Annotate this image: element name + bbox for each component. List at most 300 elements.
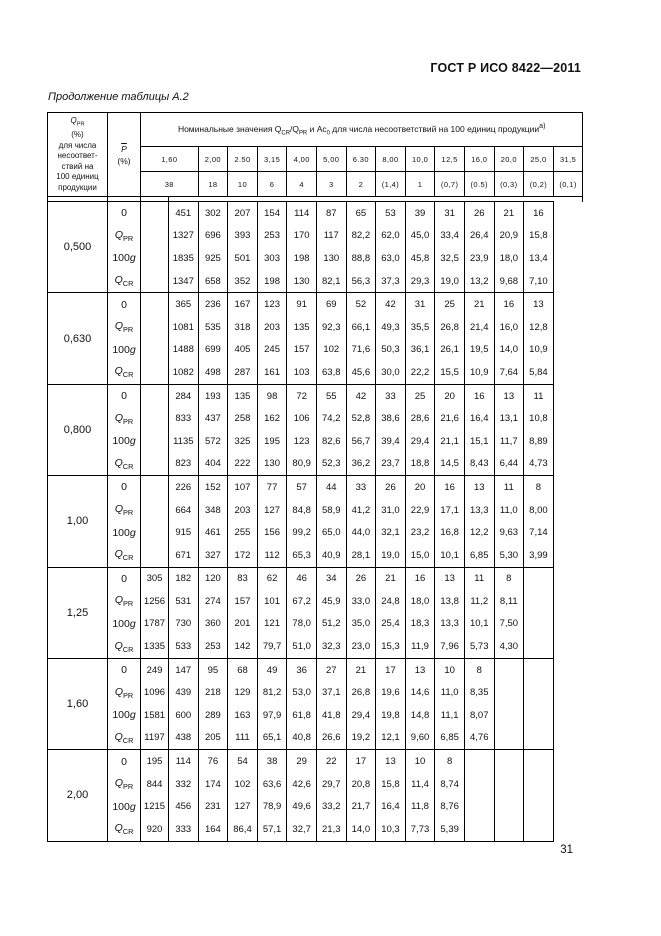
table-cell: 12,2: [464, 521, 494, 544]
table-cell: 9,60: [405, 727, 435, 750]
table-cell: 106: [287, 407, 317, 430]
table-cell: [494, 727, 524, 750]
row-label: 100g: [108, 613, 141, 636]
table-cell: 65,3: [287, 544, 317, 567]
row-label: $Q_{PR}$: [108, 773, 141, 796]
table-row: [48, 339, 583, 362]
table-cell: 11: [524, 384, 554, 407]
table-cell: 81,2: [257, 681, 287, 704]
table-cell: 531: [169, 590, 199, 613]
table-cell: 25,4: [376, 613, 406, 636]
table-cell: 91: [287, 293, 317, 316]
table-cell: 201: [228, 613, 258, 636]
table-cell: 1327: [169, 225, 199, 248]
table-cell: [141, 293, 169, 316]
table-cell: 572: [198, 430, 228, 453]
row-label: $Q_{CR}$: [108, 453, 141, 476]
table-cell: 123: [257, 293, 287, 316]
table-cell: 135: [228, 384, 258, 407]
table-cell: 156: [257, 521, 287, 544]
table-cell: 7,96: [435, 635, 465, 658]
table-cell: 32,7: [287, 818, 317, 841]
table-cell: 8,74: [435, 773, 465, 796]
table-cell: 65: [346, 202, 376, 225]
table-cell: 117: [316, 225, 346, 248]
table-cell: 16,8: [435, 521, 465, 544]
table-cell: 16,4: [464, 407, 494, 430]
table-cell: 46: [287, 567, 317, 590]
table-cell: 327: [198, 544, 228, 567]
row-label: 0: [108, 658, 141, 681]
table-cell: 53: [376, 202, 406, 225]
table-cell: 14,5: [435, 453, 465, 476]
table-cell: 11: [494, 476, 524, 499]
table-row: [48, 202, 583, 225]
table-cell: 6,44: [494, 453, 524, 476]
table-cell: 15,8: [524, 225, 554, 248]
table-cell: 844: [141, 773, 169, 796]
qpr-value: 1,00: [48, 476, 108, 567]
table-cell: [524, 750, 554, 773]
qpr-value: 1,25: [48, 567, 108, 658]
ac-value-cell: (0.5): [464, 172, 494, 197]
table-cell: 130: [316, 247, 346, 270]
table-cell: 8,00: [524, 499, 554, 522]
table-cell: 86,4: [228, 818, 258, 841]
table-row: [48, 635, 583, 658]
table-cell: [141, 476, 169, 499]
table-cell: 127: [257, 499, 287, 522]
table-cell: 29,3: [405, 270, 435, 293]
table-row: [48, 818, 583, 841]
table-cell: 164: [198, 818, 228, 841]
table-cell: 21,7: [346, 795, 376, 818]
table-cell: 9,63: [494, 521, 524, 544]
table-cell: 9,68: [494, 270, 524, 293]
table-cell: 31,0: [376, 499, 406, 522]
row-label: $Q_{PR}$: [108, 499, 141, 522]
table-cell: 439: [169, 681, 199, 704]
table-cell: 13,2: [464, 270, 494, 293]
table-cell: 35,0: [346, 613, 376, 636]
table-row: [48, 750, 583, 773]
table-cell: 915: [169, 521, 199, 544]
table-cell: 920: [141, 818, 169, 841]
row-label: 0: [108, 293, 141, 316]
row-label: 0: [108, 476, 141, 499]
table-cell: [524, 635, 554, 658]
table-cell: 198: [257, 270, 287, 293]
table-cell: 12,1: [376, 727, 406, 750]
table-cell: 41,8: [316, 704, 346, 727]
table-cell: 231: [198, 795, 228, 818]
table-row: [48, 795, 583, 818]
table-cell: 92,3: [316, 316, 346, 339]
table-cell: 13: [524, 293, 554, 316]
table-cell: 66,1: [346, 316, 376, 339]
nominal-value-cell: 2,00: [198, 147, 228, 172]
table-cell: [141, 270, 169, 293]
nominal-value-cell: 6.30: [346, 147, 376, 172]
table-cell: 99,2: [287, 521, 317, 544]
table-row: [48, 704, 583, 727]
table-cell: 437: [198, 407, 228, 430]
table-cell: 21: [346, 658, 376, 681]
table-cell: [524, 681, 554, 704]
table-cell: 699: [198, 339, 228, 362]
table-cell: 68: [228, 658, 258, 681]
table-cell: 253: [257, 225, 287, 248]
table-cell: 205: [198, 727, 228, 750]
table-cell: 456: [169, 795, 199, 818]
table-cell: 289: [198, 704, 228, 727]
table-cell: 13: [464, 476, 494, 499]
table-cell: 101: [257, 590, 287, 613]
table-cell: 7,64: [494, 361, 524, 384]
row-label: $Q_{CR}$: [108, 727, 141, 750]
table-cell: 5,39: [435, 818, 465, 841]
table-cell: 14,8: [405, 704, 435, 727]
table-cell: 174: [198, 773, 228, 796]
table-cell: 56,3: [346, 270, 376, 293]
table-cell: 62,0: [376, 225, 406, 248]
table-cell: 207: [228, 202, 258, 225]
table-cell: 49,6: [287, 795, 317, 818]
table-cell: 6,85: [435, 727, 465, 750]
table-cell: 222: [228, 453, 258, 476]
table-cell: 203: [228, 499, 258, 522]
table-cell: 13,8: [435, 590, 465, 613]
table-cell: 135: [287, 316, 317, 339]
row-label: 100g: [108, 430, 141, 453]
table-row: [48, 613, 583, 636]
table-row: [48, 773, 583, 796]
table-cell: 7,10: [524, 270, 554, 293]
table-row: [48, 681, 583, 704]
row-label: $Q_{CR}$: [108, 361, 141, 384]
ac-value-cell: (1,4): [376, 172, 406, 197]
table-cell: 7,14: [524, 521, 554, 544]
ac-value-cell: (0,7): [435, 172, 465, 197]
table-cell: 42,6: [287, 773, 317, 796]
table-row: [48, 590, 583, 613]
table-cell: 19,5: [464, 339, 494, 362]
table-cell: [464, 795, 494, 818]
table-cell: 98: [257, 384, 287, 407]
table-cell: 195: [257, 430, 287, 453]
table-cell: 39: [405, 202, 435, 225]
table-cell: 41,2: [346, 499, 376, 522]
table-cell: 19,6: [376, 681, 406, 704]
row-label: $Q_{PR}$: [108, 225, 141, 248]
table-cell: 16: [524, 202, 554, 225]
table-row: [48, 476, 583, 499]
table-cell: 461: [198, 521, 228, 544]
table-cell: [141, 339, 169, 362]
table-cell: 27: [316, 658, 346, 681]
table-cell: 253: [198, 635, 228, 658]
table-cell: 15,8: [376, 773, 406, 796]
table-cell: 58,9: [316, 499, 346, 522]
table-cell: [141, 316, 169, 339]
table-cell: 45,9: [316, 590, 346, 613]
table-cell: 600: [169, 704, 199, 727]
table-cell: 38,6: [376, 407, 406, 430]
table-cell: 8: [524, 476, 554, 499]
table-cell: 305: [141, 567, 169, 590]
table-cell: 154: [257, 202, 287, 225]
table-cell: [524, 704, 554, 727]
table-cell: 14,6: [405, 681, 435, 704]
table-cell: 29,4: [346, 704, 376, 727]
table-cell: 30,0: [376, 361, 406, 384]
table-cell: 258: [228, 407, 258, 430]
row-label: 0: [108, 567, 141, 590]
table-cell: 535: [198, 316, 228, 339]
table-cell: [494, 773, 524, 796]
row-label: 100g: [108, 704, 141, 727]
table-cell: 120: [198, 567, 228, 590]
table-cell: 157: [287, 339, 317, 362]
table-row: [48, 384, 583, 407]
table-cell: 44,0: [346, 521, 376, 544]
table-cell: 129: [228, 681, 258, 704]
table-cell: 26,4: [464, 225, 494, 248]
ac-value-cell: 4: [287, 172, 317, 197]
table-cell: 8,89: [524, 430, 554, 453]
qpr-value: 2,00: [48, 750, 108, 841]
table-cell: 925: [198, 247, 228, 270]
table-cell: 15,3: [376, 635, 406, 658]
table-cell: 203: [257, 316, 287, 339]
row-label: 100g: [108, 339, 141, 362]
table-cell: 23,2: [405, 521, 435, 544]
nominal-value-cell: 16,0: [464, 147, 494, 172]
qpr-value: 0,500: [48, 202, 108, 293]
table-cell: 16,0: [494, 316, 524, 339]
table-cell: 82,2: [346, 225, 376, 248]
table-cell: 284: [169, 384, 199, 407]
table-cell: 348: [198, 499, 228, 522]
table-cell: 31: [405, 293, 435, 316]
table-cell: 39,4: [376, 430, 406, 453]
table-cell: [141, 521, 169, 544]
table-cell: 63,0: [376, 247, 406, 270]
nominal-value-cell: 20,0: [494, 147, 524, 172]
table-cell: 19,0: [376, 544, 406, 567]
table-cell: 102: [228, 773, 258, 796]
table-cell: [141, 225, 169, 248]
table-caption: Продолжение таблицы А.2: [48, 91, 189, 103]
table-cell: 193: [198, 384, 228, 407]
table-cell: 8,07: [464, 704, 494, 727]
table-cell: 57: [287, 476, 317, 499]
table-cell: 332: [169, 773, 199, 796]
table-cell: 303: [257, 247, 287, 270]
table-row: [48, 361, 583, 384]
table-cell: 57,1: [257, 818, 287, 841]
ac-value-cell: 2: [346, 172, 376, 197]
table-cell: 82,6: [316, 430, 346, 453]
table-row: [48, 407, 583, 430]
table-cell: 18,8: [405, 453, 435, 476]
table-cell: 52,3: [316, 453, 346, 476]
table-cell: 325: [228, 430, 258, 453]
table-cell: 45,0: [405, 225, 435, 248]
table-cell: [494, 704, 524, 727]
table-cell: 33: [346, 476, 376, 499]
table-cell: 49,3: [376, 316, 406, 339]
table-cell: 23,7: [376, 453, 406, 476]
table-cell: [524, 773, 554, 796]
table-cell: 1197: [141, 727, 169, 750]
table-cell: [141, 544, 169, 567]
table-cell: [464, 818, 494, 841]
table-cell: 114: [287, 202, 317, 225]
table-cell: [524, 658, 554, 681]
table-cell: [141, 202, 169, 225]
row-label: $Q_{PR}$: [108, 407, 141, 430]
table-cell: 45,6: [346, 361, 376, 384]
table-cell: 33: [376, 384, 406, 407]
table-cell: 54: [228, 750, 258, 773]
table-cell: 22,2: [405, 361, 435, 384]
table-cell: 26: [376, 476, 406, 499]
nominal-value-cell: 12,5: [435, 147, 465, 172]
table-cell: 21: [376, 567, 406, 590]
nominal-value-cell: 25,0: [524, 147, 554, 172]
table-cell: 83: [228, 567, 258, 590]
ac-value-cell: 38: [141, 172, 199, 197]
table-cell: 8: [464, 658, 494, 681]
table-cell: 19,2: [346, 727, 376, 750]
table-cell: [141, 361, 169, 384]
table-cell: 21,1: [435, 430, 465, 453]
table-cell: 22,9: [405, 499, 435, 522]
table-cell: 1256: [141, 590, 169, 613]
table-cell: 5,84: [524, 361, 554, 384]
table-row: [48, 316, 583, 339]
table-cell: 36: [287, 658, 317, 681]
table-cell: 10,8: [524, 407, 554, 430]
table-cell: 17: [376, 658, 406, 681]
table-cell: 533: [169, 635, 199, 658]
page-number: 31: [560, 844, 573, 856]
table-cell: 65,0: [316, 521, 346, 544]
table-cell: 15,5: [435, 361, 465, 384]
table-cell: 1081: [169, 316, 199, 339]
table-cell: [524, 727, 554, 750]
row-label: 100g: [108, 247, 141, 270]
table-row: [48, 544, 583, 567]
table-cell: [464, 773, 494, 796]
table-cell: 36,1: [405, 339, 435, 362]
table-cell: 26: [346, 567, 376, 590]
table-cell: 8: [435, 750, 465, 773]
table-cell: 29,4: [405, 430, 435, 453]
table-cell: 74,2: [316, 407, 346, 430]
qpr-value: 1,60: [48, 658, 108, 749]
table-cell: 10,1: [464, 613, 494, 636]
table-cell: 26,8: [346, 681, 376, 704]
table-cell: 5,30: [494, 544, 524, 567]
table-cell: 77: [257, 476, 287, 499]
table-cell: 833: [169, 407, 199, 430]
table-cell: 37,1: [316, 681, 346, 704]
table-cell: 78,0: [287, 613, 317, 636]
table-cell: 40,9: [316, 544, 346, 567]
table-cell: 13: [376, 750, 406, 773]
table-cell: 35,5: [405, 316, 435, 339]
ac-value-cell: (0,1): [553, 172, 583, 197]
table-cell: 218: [198, 681, 228, 704]
header-qpr-cell: $Q_{PR}$ (%) для числа несоответ- ствий на 100 единиц продукции: [48, 113, 108, 197]
standard-number: ГОСТ Р ИСО 8422—2011: [430, 61, 581, 75]
table-cell: 170: [287, 225, 317, 248]
table-cell: 26: [464, 202, 494, 225]
table-cell: 78,9: [257, 795, 287, 818]
table-cell: 88,8: [346, 247, 376, 270]
table-cell: 664: [169, 499, 199, 522]
ac-value-cell: 3: [316, 172, 346, 197]
table-cell: 255: [228, 521, 258, 544]
table-row: [48, 293, 583, 316]
table-cell: 13: [494, 384, 524, 407]
table-cell: 17,1: [435, 499, 465, 522]
table-cell: 42: [346, 384, 376, 407]
table-cell: 28,6: [405, 407, 435, 430]
table-cell: 11,0: [435, 681, 465, 704]
table-cell: 22: [316, 750, 346, 773]
table-cell: 172: [228, 544, 258, 567]
table-cell: 13: [405, 658, 435, 681]
table-cell: 823: [169, 453, 199, 476]
row-label: $Q_{PR}$: [108, 316, 141, 339]
table-row: [48, 567, 583, 590]
table-cell: [524, 567, 554, 590]
table-cell: 62: [257, 567, 287, 590]
table-cell: 8: [494, 567, 524, 590]
table-cell: 121: [257, 613, 287, 636]
table-cell: 25: [435, 293, 465, 316]
table-cell: 16: [464, 384, 494, 407]
table-cell: 21,3: [316, 818, 346, 841]
row-label: 0: [108, 202, 141, 225]
row-label: $Q_{CR}$: [108, 270, 141, 293]
table-cell: 13,1: [494, 407, 524, 430]
table-cell: 18,0: [494, 247, 524, 270]
table-row: [48, 225, 583, 248]
table-cell: 32,5: [435, 247, 465, 270]
table-cell: 111: [228, 727, 258, 750]
table-cell: 20,9: [494, 225, 524, 248]
table-cell: 10: [435, 658, 465, 681]
table-cell: 318: [228, 316, 258, 339]
table-cell: 163: [228, 704, 258, 727]
table-cell: 671: [169, 544, 199, 567]
table-cell: 52: [346, 293, 376, 316]
ac-value-cell: (0,2): [524, 172, 554, 197]
table-cell: 730: [169, 613, 199, 636]
table-cell: 4,76: [464, 727, 494, 750]
table-cell: 15,0: [405, 544, 435, 567]
table-cell: 10,1: [435, 544, 465, 567]
table-cell: 11: [464, 567, 494, 590]
row-label: 0: [108, 384, 141, 407]
table-cell: [494, 795, 524, 818]
table-cell: 45,8: [405, 247, 435, 270]
table-cell: 498: [198, 361, 228, 384]
